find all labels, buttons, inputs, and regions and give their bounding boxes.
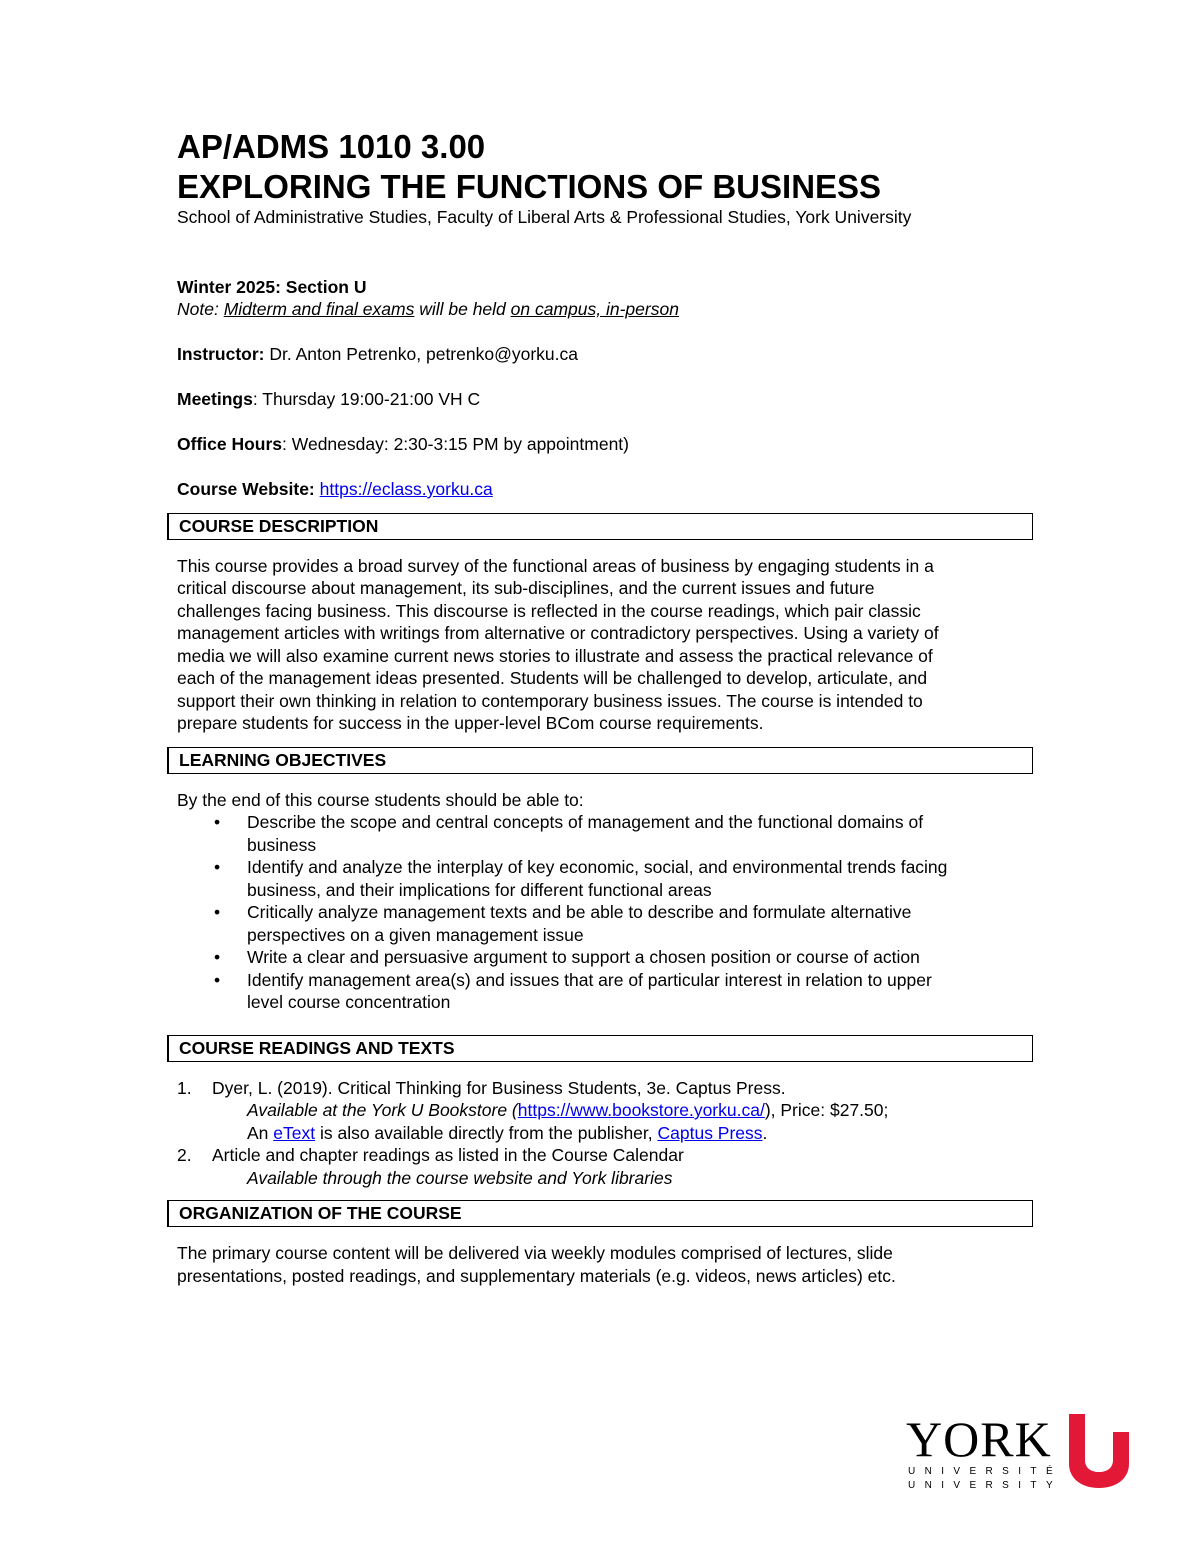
course-code: AP/ADMS 1010 3.00 <box>177 128 486 165</box>
description-line: each of the management ideas presented. Students will be challenged to develop, articulate, and <box>177 668 928 688</box>
organization-line: presentations, posted readings, and supplementary materials (e.g. videos, news articles) etc. <box>177 1265 896 1286</box>
bookstore-link[interactable]: https://www.bookstore.yorku.ca/ <box>517 1100 765 1120</box>
logo-wordmark: YORK <box>906 1411 1052 1467</box>
description-line: This course provides a broad survey of the functional areas of business by engaging students in a <box>177 555 934 576</box>
list-item <box>214 901 1037 946</box>
course-title: EXPLORING THE FUNCTIONS OF BUSINESS <box>177 168 882 205</box>
list-item <box>177 1144 1043 1189</box>
york-university-logo <box>906 1411 1136 1494</box>
office-hours-label: Office Hours <box>177 434 283 454</box>
availability-price: ), Price: $27.50; <box>764 1100 889 1120</box>
list-item <box>214 811 1037 856</box>
course-description <box>177 555 1043 735</box>
reading-availability: Available through the course website and York libraries <box>247 1167 673 1188</box>
list-item <box>177 1077 1043 1145</box>
office-hours-value: : Wednesday: 2:30-3:15 PM by appointment) <box>282 434 629 454</box>
website-label: Course Website: <box>177 479 315 499</box>
objective-text: Critically analyze management texts and be able to describe and formulate alternative <box>247 902 912 922</box>
bullet-icon: • <box>214 902 221 922</box>
etext-suffix: . <box>762 1122 768 1143</box>
list-item <box>214 946 1037 969</box>
availability-prefix: Available at the York U Bookstore ( <box>247 1100 518 1120</box>
objective-text: Identify and analyze the interplay of key economic, social, and environmental trends facing <box>247 857 948 877</box>
description-line: support their own thinking in relation to contemporary business issues. The course is intended to <box>177 690 923 711</box>
objective-text: Identify management area(s) and issues that are of particular interest in relation to upper <box>247 969 932 990</box>
instructor-value: Dr. Anton Petrenko, petrenko@yorku.ca <box>264 344 578 364</box>
term-note-prefix: Note: <box>177 299 224 319</box>
instructor-label: Instructor: <box>177 344 265 364</box>
section-header-course-description: COURSE DESCRIPTION <box>167 513 1033 540</box>
term-note-mid: will be held <box>414 299 511 319</box>
website-row <box>177 478 1043 501</box>
objective-text: business, and their implications for different functional areas <box>247 879 712 900</box>
bullet-icon: • <box>214 812 221 832</box>
description-line: prepare students for success in the upper-level BCom course requirements. <box>177 713 764 733</box>
meetings-value: : Thursday 19:00-21:00 VH C <box>252 389 481 409</box>
term-note <box>177 298 1043 321</box>
list-item <box>214 969 1037 1014</box>
bullet-icon: • <box>214 947 221 967</box>
objective-text: perspectives on a given management issue <box>247 924 584 945</box>
york-u-icon <box>1063 1414 1135 1488</box>
etext-link[interactable]: eText <box>273 1122 316 1143</box>
bullet-icon: • <box>214 857 221 877</box>
term-label: Winter 2025: Section U <box>177 276 367 297</box>
course-website-link[interactable]: https://eclass.yorku.ca <box>319 479 493 499</box>
etext-prefix: An <box>247 1122 274 1143</box>
section-header-learning-objectives: LEARNING OBJECTIVES <box>167 747 1033 774</box>
meetings-label: Meetings <box>177 389 253 409</box>
section-header-course-readings: COURSE READINGS AND TEXTS <box>167 1035 1033 1062</box>
objectives-intro: By the end of this course students should be able to: <box>177 789 584 810</box>
logo-university: UNIVERSITY <box>908 1480 1063 1491</box>
objective-text: level course concentration <box>247 992 451 1012</box>
etext-mid: is also available directly from the publisher, <box>315 1122 658 1143</box>
organization-line: The primary course content will be delivered via weekly modules comprised of lectures, slide <box>177 1243 893 1263</box>
objective-text: Describe the scope and central concepts of management and the functional domains of <box>247 812 924 832</box>
objectives-list <box>177 811 1043 1014</box>
reading-etext <box>212 1122 1043 1145</box>
reading-citation: Article and chapter readings as listed in the Course Calendar <box>212 1145 684 1165</box>
description-line: challenges facing business. This discourse is reflected in the course readings, which pair classic <box>177 600 921 621</box>
description-line: management articles with writings from alternative or contradictory perspectives. Using a variety of <box>177 623 939 643</box>
reading-number: 2. <box>177 1145 192 1165</box>
syllabus-page <box>177 128 1043 1287</box>
meetings-row <box>177 388 1043 411</box>
term-note-location: on campus, in-person <box>510 299 679 319</box>
list-item <box>214 856 1037 901</box>
office-hours-row <box>177 433 1043 456</box>
reading-citation: Dyer, L. (2019). Critical Thinking for Business Students, 3e. Captus Press. <box>212 1077 786 1098</box>
section-header-organization: ORGANIZATION OF THE COURSE <box>167 1200 1033 1227</box>
objective-text: business <box>247 834 317 855</box>
captus-press-link[interactable]: Captus Press <box>657 1122 763 1143</box>
reading-number: 1. <box>177 1077 192 1098</box>
organization-text <box>177 1242 1043 1287</box>
readings-list <box>177 1077 1043 1190</box>
course-subtitle: School of Administrative Studies, Faculty of Liberal Arts & Professional Studies, York University <box>177 207 912 227</box>
term-note-exams: Midterm and final exams <box>223 299 415 319</box>
objective-text: Write a clear and persuasive argument to support a chosen position or course of action <box>247 947 920 967</box>
description-line: critical discourse about management, its sub-disciplines, and the current issues and future <box>177 578 875 598</box>
bullet-icon: • <box>214 969 221 990</box>
logo-universite: UNIVERSITÉ <box>908 1466 1063 1477</box>
reading-availability <box>212 1099 1043 1122</box>
instructor-row <box>177 343 1043 366</box>
description-line: media we will also examine current news stories to illustrate and assess the practical relevance of <box>177 645 933 666</box>
